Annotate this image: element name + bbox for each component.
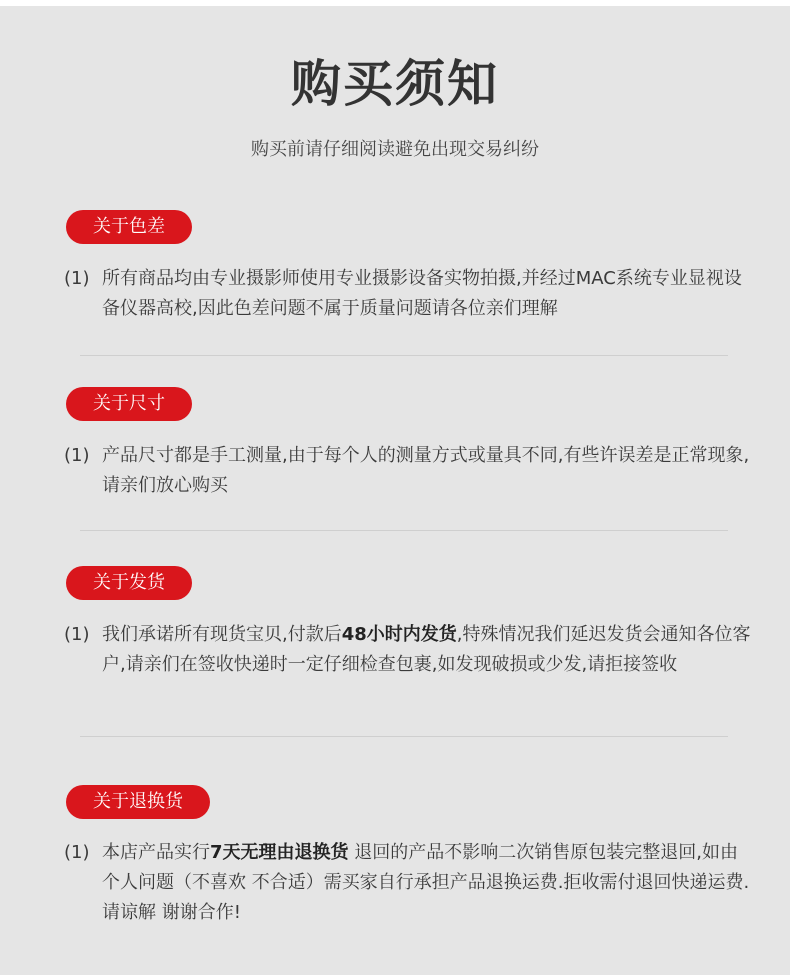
page-subtitle: 购买前请仔细阅读避免出现交易纠纷 <box>251 139 539 160</box>
item-text <box>102 620 754 680</box>
section-divider <box>80 736 728 737</box>
section-divider <box>80 530 728 531</box>
item-number: (1) <box>64 268 90 289</box>
section-tag-size: 关于尺寸 <box>66 387 192 421</box>
item-text: 所有商品均由专业摄影师使用专业摄影设备实物拍摄,并经过MAC系统专业显视设备仪器高校,因此色差问题不属于质量问题请各位亲们理解 <box>102 268 742 319</box>
section-divider <box>80 355 728 356</box>
item-number: (1) <box>64 624 90 645</box>
section-tag-color-difference: 关于色差 <box>66 210 192 244</box>
section-tag-returns: 关于退换货 <box>66 785 210 819</box>
item-text-highlight: 48小时内发货 <box>341 624 457 645</box>
section-item-returns <box>64 838 754 928</box>
section-item-size <box>64 441 754 501</box>
item-number: (1) <box>64 445 90 466</box>
item-text: 产品尺寸都是手工测量,由于每个人的测量方式或量具不同,有些许误差是正常现象,请亲们放心购买 <box>102 445 750 496</box>
item-text-highlight: 7天无理由退换货 <box>210 842 349 863</box>
item-text-part: ,特殊情况我们延迟发货会通知各位客户,请亲们在签收快递时一定仔细检查包裹,如发现破损或少发,请拒接签收 <box>102 624 751 675</box>
item-text <box>102 838 754 928</box>
notice-panel <box>0 6 790 975</box>
section-item-shipping <box>64 620 754 680</box>
item-text-part: 本店产品实行 <box>102 842 210 863</box>
page-title: 购买须知 <box>291 55 499 113</box>
item-text-part: 退回的产品不影响二次销售原包装完整退回,如由个人问题（不喜欢 不合适）需买家自行承担产品退换运费.拒收需付退回快递运费.请谅解 谢谢合作! <box>102 842 750 923</box>
section-tag-shipping: 关于发货 <box>66 566 192 600</box>
item-text-part: 我们承诺所有现货宝贝,付款后 <box>102 624 342 645</box>
item-number: (1) <box>64 842 90 863</box>
section-item-color-difference <box>64 264 754 324</box>
